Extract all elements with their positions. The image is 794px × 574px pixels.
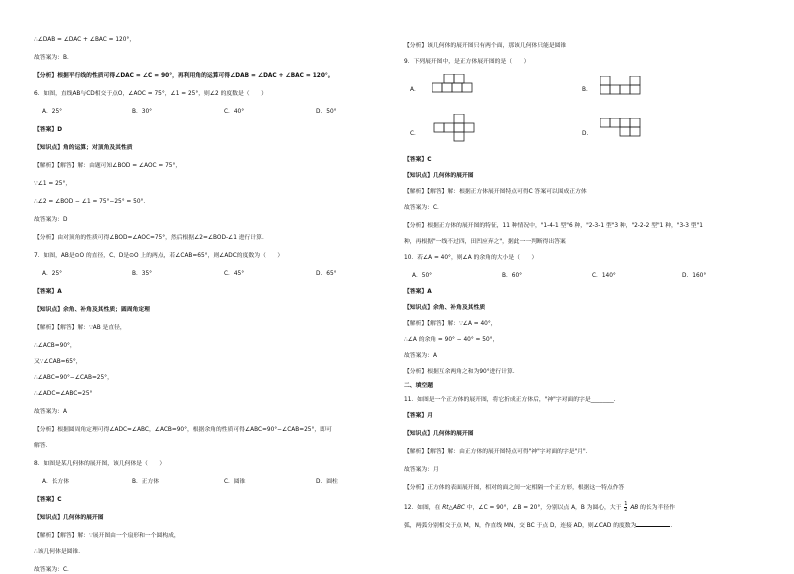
answer-line: 【答案】A (34, 289, 62, 295)
answer-line: 【答案】A (404, 289, 432, 295)
q12-text: 中，∠C = 90°，∠B = 20°，分别以点 A，B 为圆心，大于 (466, 505, 622, 511)
q9-option-a: A． (410, 87, 420, 93)
answer-blank[interactable] (636, 526, 670, 527)
q6-option-a: A．25° (42, 109, 63, 115)
q9-option-c: C． (410, 131, 420, 137)
q6-option-d: D．50° (316, 109, 337, 115)
q6-option-c: C．40° (224, 109, 245, 115)
q8-option-c: C．圆锥 (224, 479, 246, 485)
answer-line: 【答案】月 (404, 413, 433, 419)
question-12 (404, 502, 675, 513)
text-line: ∴该几何体是圆锥． (34, 549, 85, 555)
text-line: 故答案为：A (34, 409, 67, 415)
text-line: 故答案为：B． (34, 55, 73, 61)
q8-option-b: B．正方体 (132, 479, 160, 485)
text-line: 故答案为：C． (34, 567, 73, 573)
knowledge-line: 【知识点】几何体的展开图 (34, 515, 104, 521)
text-line: 故答案为：C． (404, 205, 443, 211)
q12-fraction (624, 502, 627, 513)
q10-option-d: D．160° (682, 273, 707, 279)
q8-option-d: D．圆柱 (316, 479, 338, 485)
text-line: ∴∠ACB=90°， (34, 343, 76, 349)
text-line: ∴∠ADC=∠ABC=25° (34, 391, 93, 397)
cube-net-d (600, 118, 660, 146)
text-line: 故答案为：月 (404, 467, 439, 473)
cube-net-c (432, 114, 492, 148)
q12-text: 弧，两弧分别相交于点 M，N，作直线 MN，交 BC 于点 D，连接 AD，则∠CAD 的度数为 (404, 523, 637, 529)
q7-option-b: B．35° (132, 271, 153, 277)
solution-line: 【解析】【解答】解：∵展开图由一个扇形和一个圆构成， (34, 533, 180, 539)
text-line: ∴∠ABC=90°−∠CAB=25°， (34, 375, 113, 381)
knowledge-line: 【知识点】角的运算；对顶角及其性质 (34, 145, 133, 151)
cube-net-b (600, 76, 660, 104)
q7-option-a: A．25° (42, 271, 63, 277)
q12-text: 的长为半径作 (640, 505, 675, 511)
answer-line: 【答案】D (34, 127, 62, 133)
solution-line: 【解析】【解答】解：由题可知∠BOD = ∠AOC = 75°， (34, 163, 182, 169)
text-line: ∴∠2 = ∠BOD − ∠1 = 75°−25° = 50°． (34, 199, 150, 205)
q9-option-b: B． (582, 87, 592, 93)
question-8: 8．如图是某几何体的展开图，该几何体是（ ） (34, 461, 166, 467)
analysis-line: 【分析】正方体的表面展开图，相对的面之间一定相隔一个正方形，根据这一特点作答 (404, 485, 625, 491)
cube-net-a (432, 74, 492, 102)
analysis-line: 【分析】根据圆周角定理可得∠ADC=∠ABC，∠ACB=90°，根据余角的性质可得∠ABC=90°−∠CAB=25°，即可 (34, 427, 332, 433)
q7-option-d: D．65° (316, 271, 337, 277)
text-line: 故答案为：A (404, 353, 437, 359)
q12-segment: AB (630, 505, 639, 511)
answer-line: 【答案】C (34, 497, 62, 503)
q9-option-d: D． (582, 131, 593, 137)
q8-option-a: A．长方体 (42, 479, 70, 485)
question-10: 10．若∠A = 40°，则∠A 的余角的大小是（ ） (404, 255, 538, 261)
q7-option-c: C．45° (224, 271, 245, 277)
question-7: 7．如图，AB是⊙O 的直径，C、D是⊙O 上的两点，若∠CAB=65°，则∠ADC的度数为（ ） (34, 253, 284, 259)
text-line: 又∵∠CAB=65°， (34, 359, 82, 365)
fraction-denominator: 2 (624, 507, 628, 513)
q10-option-b: B．60° (502, 273, 523, 279)
section-heading: 二、填空题 (404, 383, 433, 389)
answer-line: 【答案】C (404, 157, 432, 163)
knowledge-line: 【知识点】余角、补角及其性质；圆周角定理 (34, 307, 150, 313)
analysis-line: 【分析】根据互余两角之和为90°进行计算． (404, 369, 519, 375)
q6-option-b: B．30° (132, 109, 153, 115)
text-line: 故答案为：D (34, 217, 68, 223)
analysis-line: 【分析】由对顶角的性质可得∠BOD=∠AOC=75°，然后根据∠2=∠BOD-∠1 进行计算． (34, 235, 268, 241)
question-6: 6．如图，直线AB与CD相交于点O，∠AOC = 75°，∠1 = 25°，则∠2 的度数是（ ） (34, 91, 267, 97)
text-line: ∴∠A 的余角 = 90° − 40° = 50°， (404, 337, 499, 343)
solution-line: 【解析】【解答】解：∵∠A = 40°， (404, 321, 497, 327)
question-9: 9．下列展开图中，是正方体展开图的是（ ） (404, 59, 530, 65)
knowledge-line: 【知识点】几何体的展开图 (404, 173, 474, 179)
analysis-line: 【分析】根据平行线的性质可得∠DAC = ∠C = 90°，再利用角的运算可得∠DAB = ∠DAC + ∠BAC = 120°。 (34, 73, 334, 79)
text-line: 种，再根据"一线不过四，田凹应弃之"，据此一一判断得出答案 (404, 239, 566, 245)
q10-option-c: C．140° (592, 273, 616, 279)
fraction-numerator: 1 (624, 501, 628, 507)
analysis-line: 【分析】根据正方体的展开图的特征，11 种情况中，"1-4-1 型"6 种，"2-3-1 型"3 种，"2-2-2 型"1 种，"3-3 型"1 (404, 223, 703, 229)
solution-line: 【解析】【解答】解：根据正方体展开图特点可得C 答案可以围成正方体 (404, 189, 587, 195)
solution-line: 【解析】【解答】解：∵AB 是直径， (34, 325, 126, 331)
question-11: 11．如图是一个正方体的展开图，将它折成正方体后，"神"字对面的字是________． (404, 397, 620, 403)
q12-text: 12．如图，在 (404, 505, 441, 511)
analysis-line: 【分析】该几何体的展开图只有两个面，那该几何体只能是圆锥 (404, 43, 567, 49)
q12-triangle: Rt△ABC (442, 505, 465, 511)
knowledge-line: 【知识点】几何体的展开图 (404, 431, 474, 437)
q12-line2: 弧，两弧分别相交于点 M，N，作直线 MN，交 BC 于点 D，连接 AD，则∠CAD 的度数为 ． (404, 523, 677, 529)
solution-line: 【解析】【解答】解：由正方体的展开图特点可得"神"字对面的字是"月"． (404, 449, 592, 455)
q10-option-a: A．50° (412, 273, 433, 279)
text-line: 解答． (34, 443, 52, 449)
text-line: ∵∠1 = 25°， (34, 181, 72, 187)
text-line: ∴∠DAB = ∠DAC + ∠BAC = 120°， (34, 37, 136, 43)
knowledge-line: 【知识点】余角、补角及其性质 (404, 305, 486, 311)
